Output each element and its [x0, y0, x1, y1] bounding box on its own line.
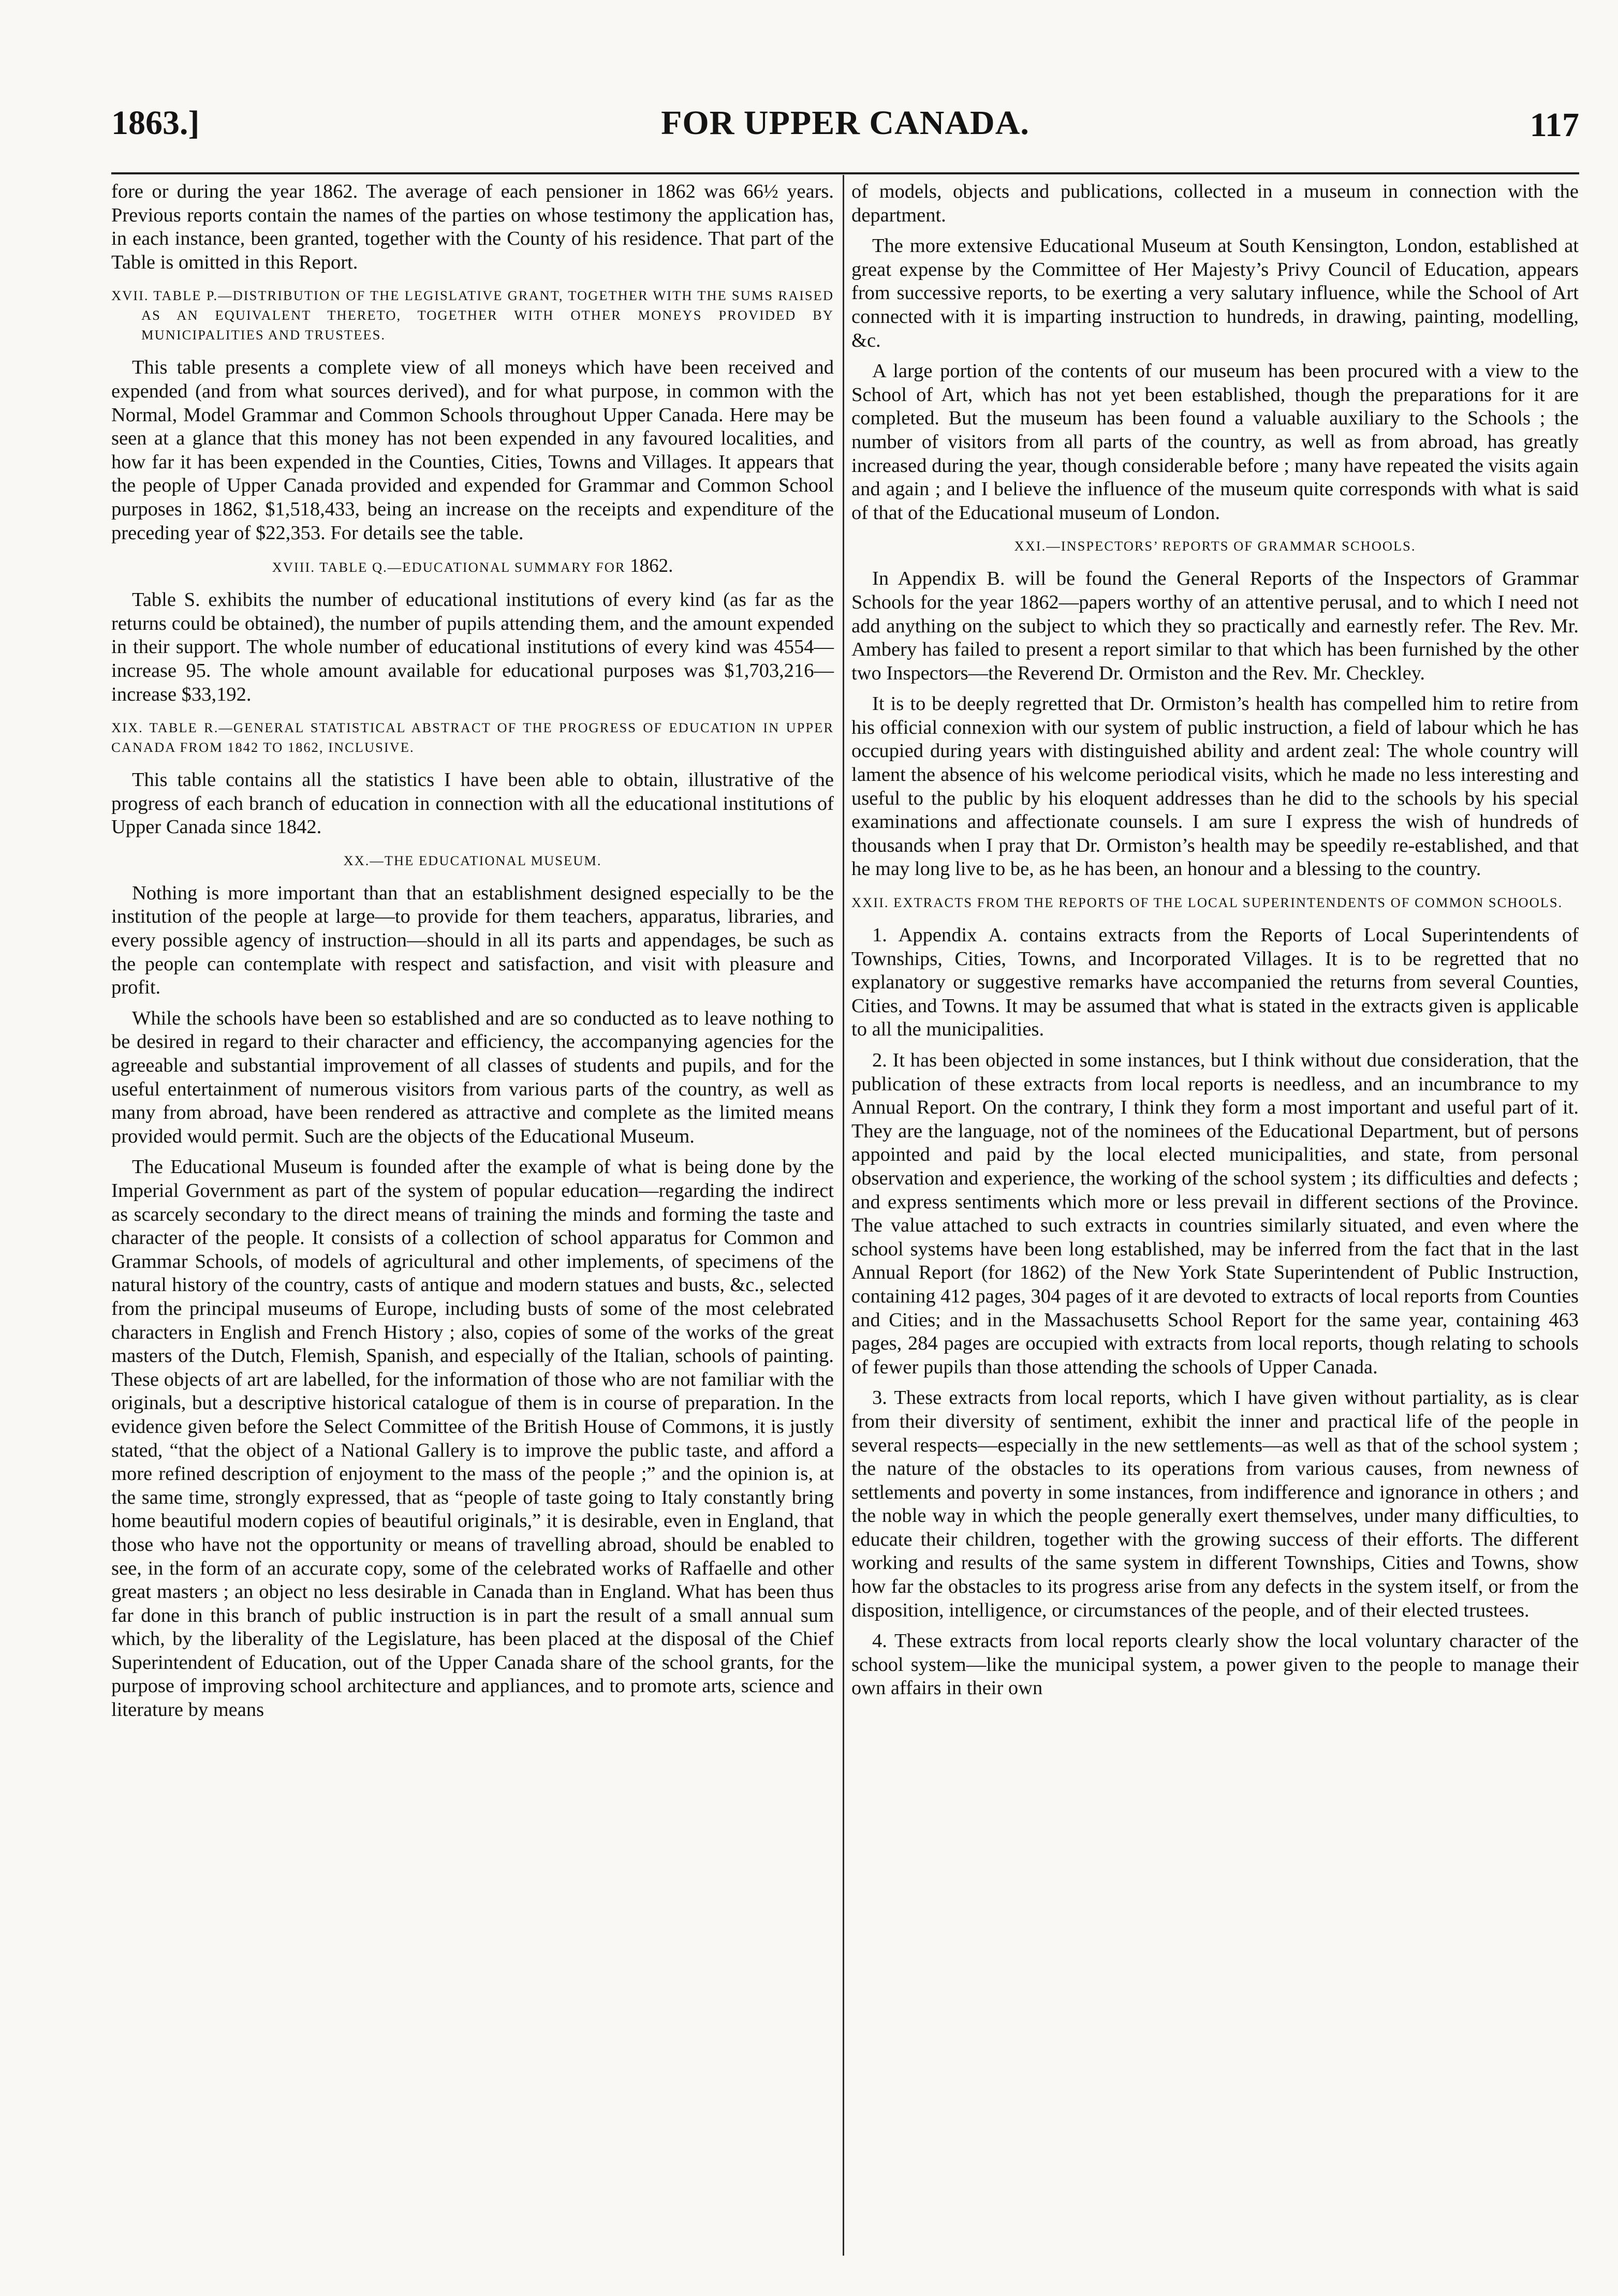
paragraph: Table S. exhibits the number of educational institutions of every kind (as far as the returns could be obtained), the number of pupils attending them, and the amount expended in their support. The whole number of educational institutions of every kind was 4554—increase 95. The whole amount available for educational purposes was $1,703,216—increase $33,192. — [111, 589, 834, 705]
section-heading: XX.—THE EDUCATIONAL MUSEUM. — [343, 852, 602, 868]
paragraph: 4. These extracts from local reports clearly show the local voluntary character of the school system—like the municipal system, a power given to the people to manage their own affairs in their own — [851, 1630, 1579, 1699]
header-title: FOR UPPER CANADA. — [661, 104, 1029, 142]
left-column — [111, 180, 834, 1729]
running-header — [111, 103, 1579, 150]
paragraph: 3. These extracts from local reports, which I have given without partiality, as is clear from their diversity of sentiment, exhibit the inner and practical life of the people in several respects—especially in the new settlements—as well as that of the school system ; the nature of the obstacles to its operations from various causes, from newness of settlements and poverty in some instances, from indifference and ignorance in others ; and the noble way in which the people generally exert themselves, under many difficulties, to educate their children, together with the growing success of their efforts. The different working and results of the same system in different Townships, Cities and Towns, show how far the obstacles to its progress arise from any defects in the system itself, or from the disposition, intelligence, or circumstances of the people, and of their elected trustees. — [851, 1387, 1579, 1621]
section-heading-year: 1862. — [630, 555, 673, 577]
paragraph: While the schools have been so established and are so conducted as to leave nothing to be desired in regard to their character and efficiency, the accompanying agencies for the agreeable and substantial improvement of all classes of students and pupils, and for the useful entertainment of numerous visitors from various parts of the country, as well as many from abroad, have been rendered as attractive and complete as the limited means provided would permit. Such are the objects of the Educational Museum. — [111, 1007, 834, 1147]
paragraph: This table contains all the statistics I have been able to obtain, illustrative of the progress of each branch of education in connection with all the educational institutions of Upper Canada since 1842. — [111, 769, 834, 838]
page-number: 117 — [1529, 106, 1579, 144]
paragraph: A large portion of the contents of our museum has been procured with a view to the School of Art, which has not yet been established, though the preparations for it are completed. But the museum has been found a valuable auxiliary to the Schools ; the number of visitors from all parts of the country, as well as from abroad, has greatly increased during the year, though considerable before ; many have repeated the visits again and again ; and I believe the influence of the museum quite corresponds with what is said of that of the Educational museum of London. — [851, 360, 1579, 524]
paragraph: It is to be deeply regretted that Dr. Ormiston’s health has compelled him to retire from his official connexion with our system of public instruction, a field of labour which he has occupied during years with distinguished ability and ardent zeal: The whole country will lament the absence of his welcome periodical visits, which he made no less interesting and useful to the public by his eloquent addresses than he did to the schools by his special examinations and affectionate counsels. I am sure I express the wish of hundreds of thousands when I pray that Dr. Ormiston’s health may be speedily re-established, and that he may long live to be, as he has been, an honour and a blessing to the country. — [851, 693, 1579, 880]
section-heading: XXII. EXTRACTS FROM THE REPORTS OF THE LOCAL SUPERINTENDENTS OF COMMON SCHOOLS. — [851, 895, 1563, 911]
column-divider — [843, 175, 844, 2256]
section-heading: XIX. TABLE R.—GENERAL STATISTICAL ABSTRACT OF THE PROGRESS OF EDUCATION IN UPPER CANADA FROM 1842 TO 1862, INCLUSIVE. — [111, 720, 834, 756]
paragraph: fore or during the year 1862. The average of each pensioner in 1862 was 66½ years. Previous reports contain the names of the parties on whose testimony the application has, in each instance, been granted, together with the County of his residence. That part of the Table is omitted in this Report. — [111, 181, 834, 273]
paragraph: Nothing is more important than that an establishment designed especially to be the institution of the people at large—to provide for them teachers, apparatus, libraries, and every possible agency of instruction—should in all its parts and appendages, be such as the people can contemplate with respect and satisfaction, and visit with pleasure and profit. — [111, 882, 834, 999]
paragraph: 2. It has been objected in some instances, but I think without due consideration, that the publication of these extracts from local reports is needless, and an incumbrance to my Annual Report. On the contrary, I think they form a most important and useful part of it. They are the language, not of the nominees of the Educational Department, but of persons appointed and paid by the local elected municipalities, and state, from personal observation and experience, the working of the school system ; its difficulties and defects ; and express sentiments which more or less prevail in different sections of the Province. The value attached to such extracts in countries similarly situated, and even where the school systems have been long established, may be inferred from the fact that in the last Annual Report (for 1862) of the New York State Superintendent of Public Instruction, containing 412 pages, 304 pages of it are devoted to extracts of local reports from Counties and Cities; and in the Massachusetts School Report for the same year, containing 463 pages, 284 pages are occupied with extracts from local reports, though relating to schools of fewer pupils than those attending the schools of Upper Canada. — [851, 1049, 1579, 1378]
header-rule — [111, 172, 1579, 174]
section-heading — [111, 556, 834, 577]
paragraph: of models, objects and publications, collected in a museum in connection with the department. — [851, 181, 1579, 226]
section-heading: XVII. TABLE P.—DISTRIBUTION OF THE LEGISLATIVE GRANT, TOGETHER WITH THE SUMS RAISED AS AN EQUIVALENT THERETO, TOGETHER WITH OTHER MONEYS PROVIDED BY MUNICIPALITIES AND TRUSTEES. — [111, 288, 834, 343]
paragraph: The Educational Museum is founded after the example of what is being done by the Imperial Government as part of the system of popular education—regarding the indirect as scarcely secondary to the direct means of training the minds and forming the taste and character of the people. It consists of a collection of school apparatus for Common and Grammar Schools, of models of agricultural and other implements, of specimens of the natural history of the country, casts of antique and modern statues and busts, &c., selected from the principal museums of Europe, including busts of some of the most celebrated characters in English and French History ; also, copies of some of the works of the great masters of the Dutch, Flemish, Spanish, and especially of the Italian, schools of painting. These objects of art are labelled, for the information of those who are not familiar with the originals, but a descriptive historical catalogue of them is in course of preparation. In the evidence given before the Select Committee of the British House of Commons, it is justly stated, “that the object of a National Gallery is to improve the public taste, and afford a more refined description of enjoyment to the mass of the people ;” and the opinion is, at the same time, strongly expressed, that as “people of taste going to Italy constantly bring home beautiful modern copies of beautiful originals,” it is desirable, even in England, that those who have not the opportunity or means of travelling abroad, should be enabled to see, in the form of an accurate copy, some of the celebrated works of Raffaelle and other great masters ; an object no less desirable in Canada than in England. What has been thus far done in this branch of public instruction is in part the result of a small annual sum which, by the liberality of the Legislature, has been placed at the disposal of the Chief Superintendent of Education, out of the Upper Canada share of the school grants, for the purpose of improving school architecture and appliances, and to promote arts, science and literature by means — [111, 1156, 834, 1721]
paragraph: 1. Appendix A. contains extracts from the Reports of Local Superintendents of Townships, Cities, Towns, and Incorporated Villages. It is to be regretted that no explanatory or suggestive remarks have accompanied the returns from several Counties, Cities, and Towns. It may be assumed that what is stated in the extracts given is applicable to all the municipalities. — [851, 924, 1579, 1041]
paragraph: This table presents a complete view of all moneys which have been received and expended (and from what sources derived), and for what purpose, in common with the Normal, Model Grammar and Common Schools throughout Upper Canada. Here may be seen at a glance that this money has not been expended in any favoured localities, and how far it has been expended in the Counties, Cities, Towns and Villages. It appears that the people of Upper Canada provided and expended for Grammar and Common School purposes in 1862, $1,518,433, being an increase on the receipts and expenditure of the preceding year of $22,353. For details see the table. — [111, 357, 834, 544]
paragraph: The more extensive Educational Museum at South Kensington, London, established at great expense by the Committee of Her Majesty’s Privy Council of Education, appears from successive reports, to be exerting a very salutary influence, while the School of Art connected with it is imparting instruction to hundreds, in drawing, painting, modelling, &c. — [851, 235, 1579, 351]
paragraph: In Appendix B. will be found the General Reports of the Inspectors of Grammar Schools for the year 1862—papers worthy of an attentive perusal, and to which I need not add anything on the subject to which they so practically and earnestly refer. The Rev. Mr. Ambery has failed to present a report similar to that which has been furnished by the other two Inspectors—the Reverend Dr. Ormiston and the Rev. Mr. Checkley. — [851, 568, 1579, 684]
section-heading: XXI.—INSPECTORS’ REPORTS OF GRAMMAR SCHOOLS. — [1014, 538, 1416, 554]
section-heading-text: XVIII. TABLE Q.—EDUCATIONAL SUMMARY FOR — [272, 559, 626, 575]
header-year: 1863.] — [111, 104, 200, 142]
right-column — [851, 180, 1579, 1708]
